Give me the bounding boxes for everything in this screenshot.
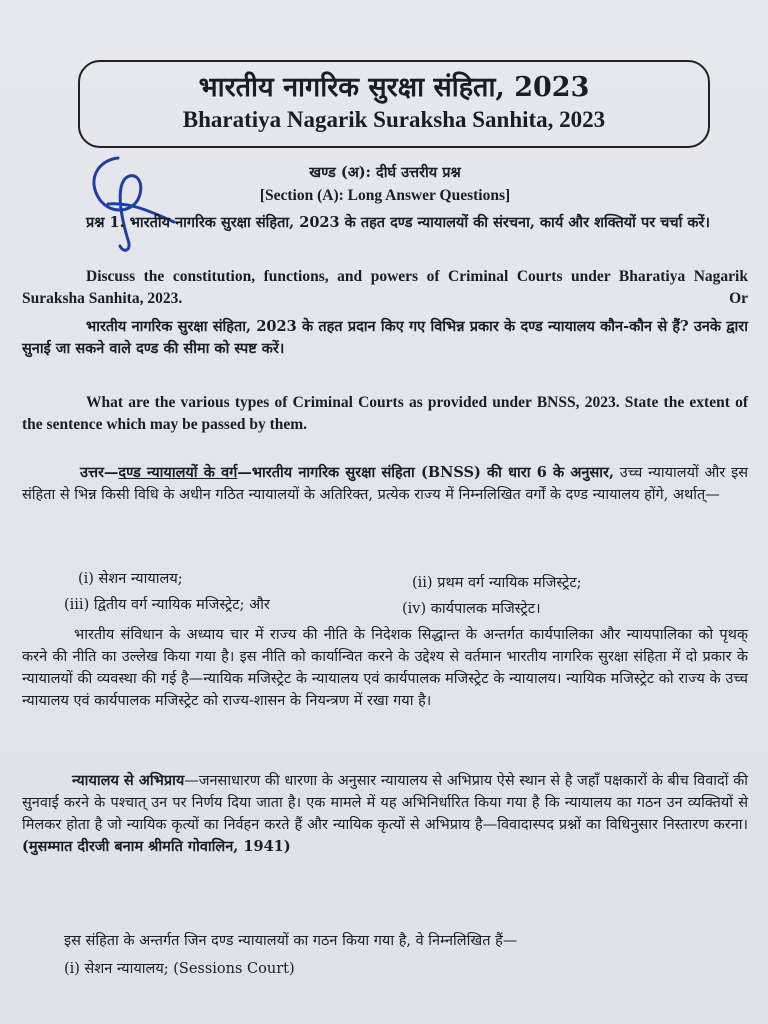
title-hindi: भारतीय नागरिक सुरक्षा संहिता, 2023	[198, 72, 590, 103]
answer-label: उत्तर—	[80, 464, 119, 481]
question-english-text: Discuss the constitution, functions, and powers of Criminal Courts under Bharatiya Nagarik Suraksha Sanhita, 2023.	[22, 268, 748, 307]
court-item-3: (iii) द्वितीय वर्ग न्यायिक मजिस्ट्रेट; और	[64, 597, 270, 613]
title-english: Bharatiya Nagarik Suraksha Sanhita, 2023	[182, 107, 606, 132]
paragraph-court-meaning	[22, 770, 748, 858]
paragraph-list-intro	[22, 930, 748, 952]
question-hindi-alt-text: भारतीय नागरिक सुरक्षा संहिता, 2023 के तहत प्रदान किए गए विभिन्न प्रकार के दण्ड न्यायालय कौन-कौन से हैं? उनके द्वारा सुनाई जा सकने वाले दण्ड की सीमा को स्पष्ट करें।	[22, 318, 748, 357]
answer-body: उच्च न्यायालयों और इस संहिता से भिन्न किसी विधि के अधीन गठित न्यायालयों के अतिरिक्त, प्रत्येक राज्य में निम्नलिखित वर्गों के दण्ड न्यायालय होंगे, अर्थात्—	[22, 465, 748, 503]
answer-heading: दण्ड न्यायालयों के वर्ग	[118, 464, 238, 481]
paragraph-constitution-text: भारतीय संविधान के अध्याय चार में राज्य की नीति के निदेशक सिद्धान्त के अन्तर्गत कार्यपालिका और न्यायपालिका को पृथक् करने की नीति का उल्लेख किया गया है। इस नीति को कार्यान्वित करने के उद्देश्य से वर्तमान भारतीय नागरिक सुरक्षा संहिता में दो प्रकार के न्यायालयों की व्यवस्था की गई है—न्यायिक मजिस्ट्रेट के न्यायालय एवं कार्यपालक मजिस्ट्रेट के न्यायालय। न्यायिक मजिस्ट्रेट को राज्य के उच्च न्यायालय एवं कार्यपालक मजिस्ट्रेट को राज्य-शासन के नियन्त्रण में रखा गया है।	[22, 627, 748, 709]
case-citation: (मुसम्मात दीरजी बनाम श्रीमति गोवालिन, 1941)	[22, 838, 291, 855]
question-english	[22, 266, 748, 310]
question-hindi-text: प्रश्न 1. भारतीय नागरिक सुरक्षा संहिता, 2023 के तहत दण्ड न्यायालयों की संरचना, कार्य और शक्तियों पर चर्चा करें।	[86, 214, 710, 231]
question-hindi	[22, 212, 748, 234]
question-english-alt-text: What are the various types of Criminal Courts as provided under BNSS, 2023. State the extent of the sentence which may be passed by them.	[22, 394, 748, 433]
title-box	[78, 60, 710, 148]
court-meaning-text: —जनसाधारण की धारणा के अनुसार न्यायालय से अभिप्राय ऐसे स्थान से है जहाँ पक्षकारों के बीच विवादों की सुनवाई करने के पश्चात् उन पर निर्णय दिया जाता है। एक मामले में यह अभिनिर्धारित किया गया है कि न्यायालय का गठन उन व्यक्तियों से मिलकर होता है जो न्यायिक कृत्यों का निर्वहन करते हैं और न्यायिक कृत्यों से अभिप्राय है—विवादास्पद प्रश्नों का विधिनुसार निस्तारण करना।	[22, 773, 748, 833]
question-hindi-alt	[22, 316, 748, 360]
last-court-item: (i) सेशन न्यायालय; (Sessions Court)	[64, 961, 295, 977]
section-heading-hindi: खण्ड (अ): दीर्घ उत्तरीय प्रश्न	[309, 164, 461, 181]
court-meaning-heading: न्यायालय से अभिप्राय	[72, 772, 185, 789]
answer-paragraph	[22, 462, 748, 506]
court-item-4: (iv) कार्यपालक मजिस्ट्रेट।	[402, 601, 541, 617]
paragraph-constitution	[22, 624, 748, 712]
answer-lead: —भारतीय नागरिक सुरक्षा संहिता (BNSS) की धारा 6 के अनुसार,	[237, 464, 614, 481]
court-item-2: (ii) प्रथम वर्ग न्यायिक मजिस्ट्रेट;	[412, 575, 582, 591]
section-heading-english: [Section (A): Long Answer Questions]	[259, 187, 511, 204]
list-intro-text: इस संहिता के अन्तर्गत जिन दण्ड न्यायालयों का गठन किया गया है, वे निम्नलिखित हैं—	[64, 933, 518, 949]
court-item-1: (i) सेशन न्यायालय;	[78, 571, 183, 587]
or-label: Or	[729, 290, 748, 307]
question-english-alt	[22, 392, 748, 436]
